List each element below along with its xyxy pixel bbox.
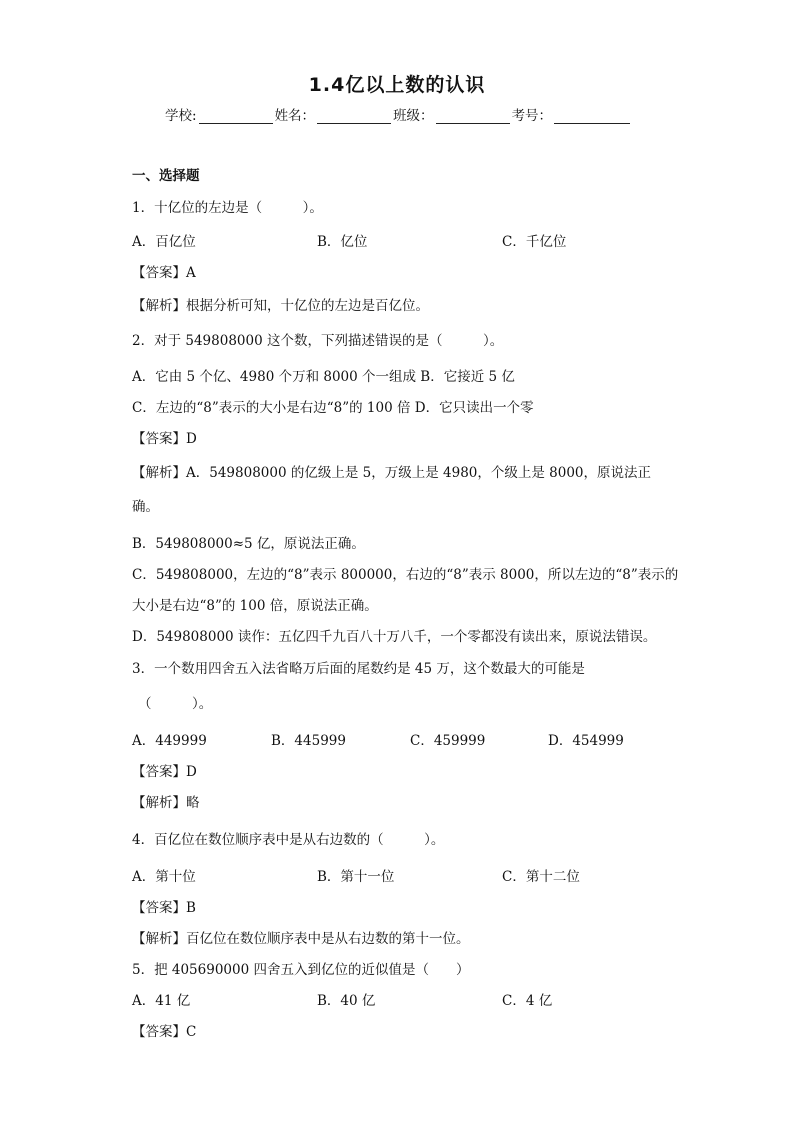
- q5-answer: 【答案】C: [132, 1024, 197, 1040]
- school-blank[interactable]: [199, 109, 273, 124]
- question-1-stem: 1．十亿位的左边是（ ）。: [132, 200, 323, 216]
- question-2-stem: 2．对于 549808000 这个数，下列描述错误的是（ ）。: [132, 333, 504, 349]
- q2-options-ab: A．它由 5 个亿、4980 个万和 8000 个一组成 B．它接近 5 亿: [132, 369, 515, 385]
- question-3-stem-cont: （ ）。: [138, 696, 213, 712]
- page-title: 1.4亿以上数的认识: [308, 74, 486, 96]
- q4-analysis: 【解析】百亿位在数位顺序表中是从右边数的第十一位。: [132, 931, 470, 947]
- q2-analysis-line-5: 大小是右边“8”的 100 倍，原说法正确。: [132, 598, 378, 614]
- name-blank[interactable]: [317, 109, 391, 124]
- number-blank[interactable]: [554, 109, 630, 124]
- q5-option-b: B．40 亿: [317, 993, 376, 1009]
- class-blank[interactable]: [436, 109, 510, 124]
- q2-analysis-line-4: C．549808000，左边的“8”表示 800000，右边的“8”表示 8000，所以左边的“8”表示的: [132, 567, 679, 583]
- q4-option-b: B．第十一位: [317, 869, 395, 885]
- q3-option-d: D．454999: [548, 733, 624, 749]
- q2-options-cd: C．左边的“8”表示的大小是右边“8”的 100 倍 D．它只读出一个零: [132, 400, 534, 416]
- question-4-stem: 4．百亿位在数位顺序表中是从右边数的（ ）。: [132, 832, 445, 848]
- q3-option-c: C．459999: [410, 733, 486, 749]
- q3-answer: 【答案】D: [132, 764, 197, 780]
- section-heading: 一、选择题: [132, 168, 200, 184]
- number-label: 考号：: [511, 108, 553, 124]
- q2-answer: 【答案】D: [132, 431, 197, 447]
- student-info-row: [165, 104, 632, 124]
- q2-analysis-line-6: D．549808000 读作：五亿四千九百八十万八千，一个零都没有读出来，原说法错误。: [132, 629, 657, 645]
- q5-option-a: A．41 亿: [132, 993, 191, 1009]
- q4-option-a: A．第十位: [132, 869, 196, 885]
- q4-answer: 【答案】B: [132, 900, 196, 916]
- q1-option-a: A．百亿位: [132, 234, 196, 250]
- q1-option-b: B．亿位: [317, 234, 368, 250]
- class-label: 班级：: [393, 108, 434, 124]
- q3-analysis: 【解析】略: [132, 795, 200, 811]
- school-label: 学校:: [165, 108, 197, 124]
- q4-option-c: C．第十二位: [502, 869, 580, 885]
- q2-analysis-line-3: B．549808000≈5 亿，原说法正确。: [132, 536, 365, 552]
- q1-analysis: 【解析】根据分析可知，十亿位的左边是百亿位。: [132, 298, 429, 314]
- question-5-stem: 5．把 405690000 四舍五入到亿位的近似值是（ ）: [132, 962, 470, 978]
- q2-analysis-line-1: 【解析】A．549808000 的亿级上是 5，万级上是 4980，个级上是 8000，原说法正: [132, 465, 652, 481]
- q3-option-b: B．445999: [271, 733, 346, 749]
- q2-analysis-line-2: 确。: [132, 499, 159, 515]
- q5-option-c: C．4 亿: [502, 993, 553, 1009]
- q1-answer: 【答案】A: [132, 265, 196, 281]
- question-3-stem: 3．一个数用四舍五入法省略万后面的尾数约是 45 万，这个数最大的可能是: [132, 661, 585, 677]
- q1-option-c: C．千亿位: [502, 234, 567, 250]
- name-label: 姓名：: [274, 108, 316, 124]
- q3-option-a: A．449999: [132, 733, 207, 749]
